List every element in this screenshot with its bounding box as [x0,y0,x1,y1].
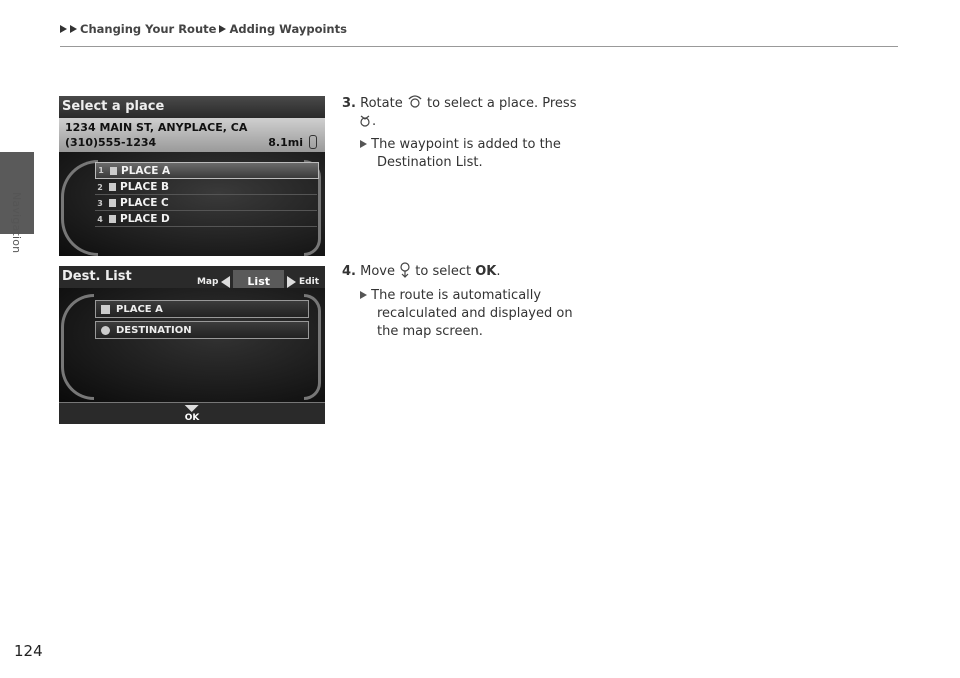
nav-screen-select-place [59,96,325,256]
page-number: 124 [14,642,43,660]
chevron-down-icon [185,405,199,412]
breadcrumb-item: Adding Waypoints [229,22,347,36]
arrow-icon [60,25,67,33]
tab-edit[interactable]: Edit [299,277,319,287]
section-label: Navigation [10,192,23,254]
arrow-icon [70,25,77,33]
address-panel [59,118,325,152]
destination-icon [101,326,110,335]
list-item[interactable]: 3 PLACE C [95,196,317,211]
screen-title: Select a place [59,96,325,118]
step-3: 3. Rotate to select a place. Press [342,96,577,111]
list-area [59,288,325,402]
interface-dial-press-icon [358,114,372,128]
list-item[interactable]: PLACE A [95,300,309,318]
scroll-icon [309,135,317,149]
header-rule [60,46,898,47]
place-icon [109,215,116,223]
list-item[interactable]: DESTINATION [95,321,309,339]
ok-button[interactable]: OK [185,405,200,423]
place-icon [109,183,116,191]
arrow-icon [219,25,226,33]
tab-map[interactable]: Map [196,277,219,287]
decor-arc [61,160,98,256]
step-3-cont: . [358,113,376,131]
step-4-result-line3: the map screen. [377,324,483,339]
step-3-result: The waypoint is added to the [360,136,600,154]
step-4-result: The route is automatically [360,287,600,305]
interface-dial-move-down-icon [399,262,411,278]
footer-bar [59,402,325,424]
place-icon [109,199,116,207]
waypoint-icon [101,305,110,314]
place-icon [110,167,117,175]
phone-number: (310)555-1234 [65,136,157,149]
arrow-icon [360,291,367,299]
distance: 8.1mi [268,136,303,149]
list-item[interactable]: 2 PLACE B [95,180,317,195]
list-area [59,152,325,256]
address-line: 1234 MAIN ST, ANYPLACE, CA [65,121,248,134]
arrow-right-icon [287,276,296,288]
arrow-icon [360,140,367,148]
step-3-result-line2: Destination List. [377,155,483,170]
interface-dial-rotate-icon [407,94,423,110]
list-item[interactable]: 4 PLACE D [95,212,317,227]
decor-arc [61,294,94,400]
breadcrumb [60,22,347,36]
arrow-left-icon [221,276,230,288]
breadcrumb-item: Changing Your Route [80,22,217,36]
step-4-result-line2: recalculated and displayed on [377,306,573,321]
step-4: 4. Move to select OK. [342,264,501,279]
tab-list[interactable]: List [233,270,284,294]
list-item[interactable]: 1 PLACE A [95,162,319,179]
screen-title: Dest. List Map List Edit [59,266,325,288]
nav-screen-dest-list [59,266,325,424]
